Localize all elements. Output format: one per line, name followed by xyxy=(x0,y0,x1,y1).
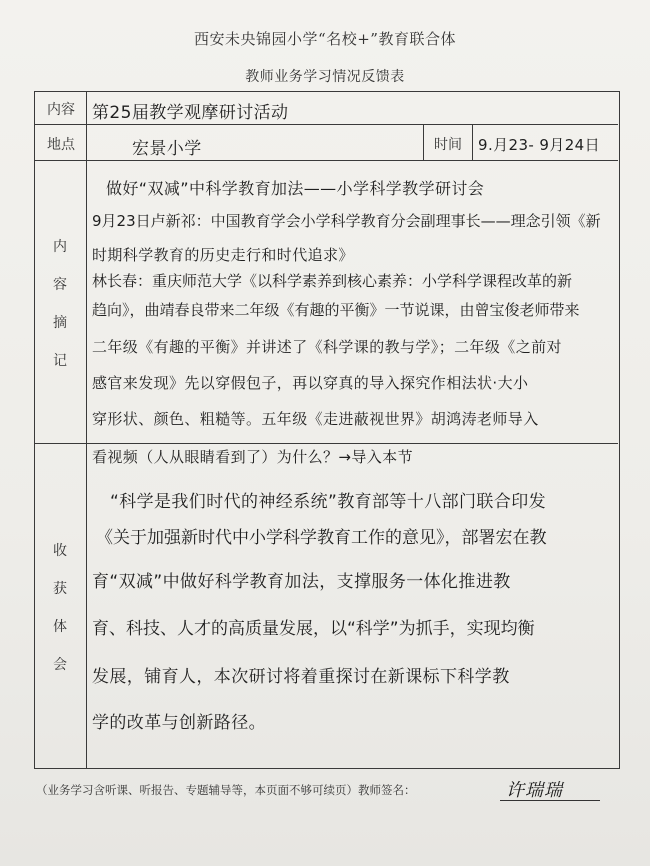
summary-line: 穿形状、颜色、粗糙等。五年级《走进蔽视世界》胡鸿涛老师导入 xyxy=(92,410,539,428)
summary-line: 时期科学教育的历史走行和时代追求》 xyxy=(92,246,354,264)
harvest-line: “科学是我们时代的神经系统”教育部等十八部门联合印发 xyxy=(110,492,547,512)
harvest-line: 育、科技、人才的高质量发展，以“科学”为抓手，实现均衡 xyxy=(92,619,535,639)
harvest-line: 学的改革与创新路径。 xyxy=(92,713,266,733)
harvest-label-2: 获 xyxy=(53,581,67,597)
harvest-line: 《关于加强新时代中小学科学教育工作的意见》，部署宏在教 xyxy=(96,528,547,548)
time-value: 9.月23- 9月24日 xyxy=(478,136,601,154)
harvest-line: 育“双减”中做好科学教育加法，支撑服务一体化推进教 xyxy=(92,572,511,592)
summary-line: 趋向》，曲靖春良带来二年级《有趣的平衡》一节说课，由曾宝俊老师带来 xyxy=(92,301,580,319)
location-value: 宏景小学 xyxy=(132,139,202,159)
content-label: 内容 xyxy=(47,102,75,118)
signature-line xyxy=(500,800,600,801)
school-title: 西安未央锦园小学“名校+”教育联合体 xyxy=(194,30,456,48)
location-label: 地点 xyxy=(47,137,75,153)
harvest-label-3: 体 xyxy=(53,619,67,635)
summary-line: 二年级《有趣的平衡》并讲述了《科学课的教与学》；二年级《之前对 xyxy=(92,338,562,356)
content-value: 第25届教学观摩研讨活动 xyxy=(92,103,289,123)
summary-line: 9月23日卢新祁：中国教育学会小学科学教育分会副理事长——理念引领《新 xyxy=(92,212,601,230)
summary-line: 感官来发现》先以穿假包子，再以穿真的导入探究作相法状·大小 xyxy=(92,374,529,392)
summary-label-2: 容 xyxy=(53,277,67,293)
form-title: 教师业务学习情况反馈表 xyxy=(245,69,405,85)
time-label: 时间 xyxy=(434,137,462,153)
harvest-label-1: 收 xyxy=(53,543,67,559)
row-divider xyxy=(35,160,618,161)
footer-note: （业务学习含听课、听报告、专题辅导等，本页面不够可续页）教师签名： xyxy=(36,783,416,797)
teacher-signature: 许瑞瑞 xyxy=(506,780,563,801)
harvest-line: 看视频（人从眼睛看到了）为什么？→导入本节 xyxy=(92,448,413,466)
row-divider xyxy=(35,124,618,125)
summary-label-3: 摘 xyxy=(53,315,67,331)
column-divider xyxy=(86,92,87,768)
summary-label-1: 内 xyxy=(53,239,67,255)
summary-label-4: 记 xyxy=(53,353,67,369)
harvest-label-4: 会 xyxy=(53,657,67,673)
harvest-line: 发展，铺育人，本次研讨将着重探讨在新课标下科学教 xyxy=(92,667,510,687)
row-divider xyxy=(35,443,618,444)
column-divider xyxy=(472,124,473,160)
summary-line: 林长春：重庆师范大学《以科学素养到核心素养：小学科学课程改革的新 xyxy=(92,272,573,290)
summary-line: 做好“双减”中科学教育加法——小学科学教学研讨会 xyxy=(106,179,485,198)
